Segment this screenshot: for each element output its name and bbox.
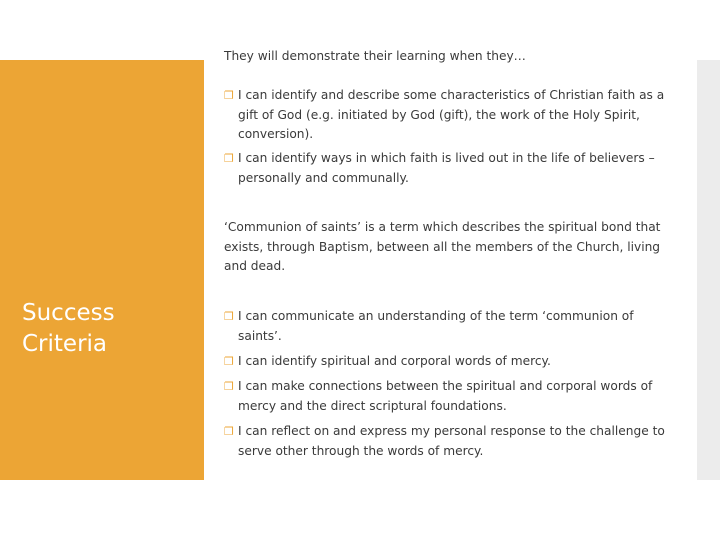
open-book-icon: ❐ xyxy=(224,355,234,368)
intro-text: They will demonstrate their learning when they… xyxy=(224,49,526,63)
communion-note: ‘Communion of saints’ is a term which describes the spiritual bond that exists, through Baptism, between all the members of the Church, living and dead. xyxy=(224,220,661,273)
open-book-icon: ❐ xyxy=(224,425,234,438)
bullet-item xyxy=(224,307,669,346)
open-book-icon: ❐ xyxy=(224,152,234,165)
open-book-icon: ❐ xyxy=(224,89,234,102)
right-edge-strip xyxy=(697,60,720,480)
bullet-text: I can make connections between the spiritual and corporal words of mercy and the direct scriptural foundations. xyxy=(238,379,653,413)
open-book-icon: ❐ xyxy=(224,310,234,323)
bullet-item xyxy=(224,377,669,416)
bullet-text: I can reflect on and express my personal response to the challenge to serve other through the words of mercy. xyxy=(238,424,665,458)
bullet-item xyxy=(224,86,669,145)
title-panel xyxy=(0,60,204,480)
bullet-text: I can identify spiritual and corporal words of mercy. xyxy=(238,354,551,368)
bullet-item xyxy=(224,149,669,188)
open-book-icon: ❐ xyxy=(224,380,234,393)
bullet-text: I can communicate an understanding of the term ‘communion of saints’. xyxy=(238,309,634,343)
bullet-item xyxy=(224,422,669,461)
bullet-item xyxy=(224,352,669,372)
bullet-text: I can identify ways in which faith is lived out in the life of believers – personally and communally. xyxy=(238,151,655,185)
bullet-text: I can identify and describe some characteristics of Christian faith as a gift of God (e.g. initiated by God (gift), the work of the Holy Spirit, conversion). xyxy=(238,88,665,141)
slide-title: Success Criteria xyxy=(22,300,115,357)
